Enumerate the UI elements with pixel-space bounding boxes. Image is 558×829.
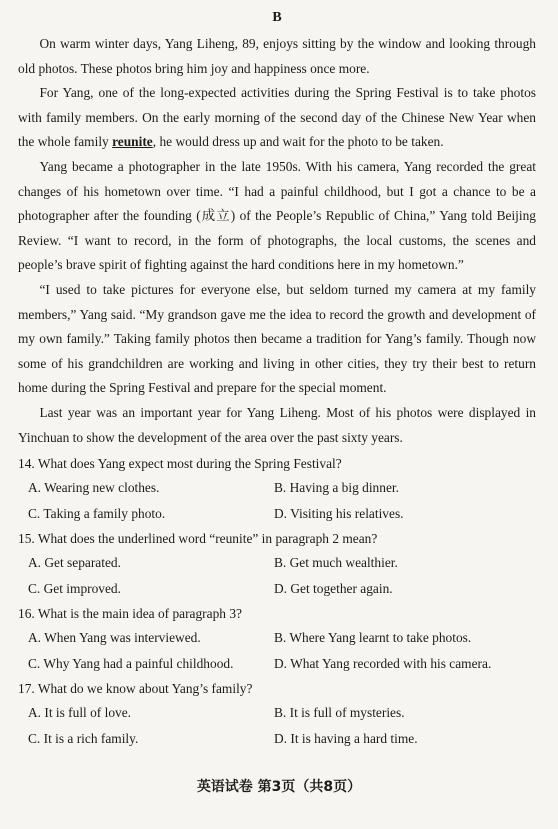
- option-d[interactable]: D. What Yang recorded with his camera.: [274, 656, 492, 672]
- answer-options: [28, 475, 536, 527]
- page-footer: 英语试卷 第3页（共8页）: [196, 779, 362, 795]
- question-14: [18, 452, 536, 527]
- question-stem: 17. What do we know about Yang’s family?: [18, 681, 253, 697]
- paragraph-text: “I used to take pictures for everyone else, but seldom turned my camera at my family members,” Yang said. “My grandson gave me the idea to record the growth and development of my own family.” Taking family photos then became a tradition for Yang’s family. Though now some of his grandchildren are working and living in other cities, they try their best to return home during the Spring Festival and prepare for the special moment.: [18, 281, 536, 396]
- option-a[interactable]: A. It is full of love.: [28, 705, 132, 721]
- option-d[interactable]: D. Visiting his relatives.: [274, 506, 404, 522]
- section-label: B: [272, 10, 282, 25]
- option-b[interactable]: B. It is full of mysteries.: [274, 705, 405, 721]
- question-stem: 14. What does Yang expect most during the Spring Festival?: [18, 456, 342, 472]
- option-b[interactable]: B. Get much wealthier.: [274, 555, 398, 571]
- question-stem: 15. What does the underlined word “reunite” in paragraph 2 mean?: [18, 531, 378, 547]
- question-list: [18, 452, 536, 752]
- option-b[interactable]: B. Having a big dinner.: [274, 480, 399, 496]
- paragraph-text: Last year was an important year for Yang Liheng. Most of his photos were displayed in Yinchuan to show the development of the area over the past sixty years.: [18, 404, 536, 445]
- question-16: [18, 602, 536, 677]
- option-c[interactable]: C. It is a rich family.: [28, 731, 139, 747]
- option-c[interactable]: C. Get improved.: [28, 581, 121, 597]
- passage-paragraph-4: [18, 278, 536, 401]
- paragraph-text: On warm winter days, Yang Liheng, 89, enjoys sitting by the window and looking through old photos. These photos bring him joy and happiness once more.: [18, 36, 536, 76]
- passage-paragraph-1: [18, 32, 536, 81]
- paragraph-text: For Yang, one of the long-expected activities during the Spring Festival is to take photos with family members. On the early morning of the second day of the Chinese New Year when the whole family: [18, 85, 536, 150]
- paragraph-text: Yang became a photographer in the late 1950s. With his camera, Yang recorded the great changes of his hometown over time. “I had a painful childhood, but I got a chance to be a photographer after the founding (成立) of the People’s Republic of China,” Yang told Beijing Review. “I want to record, in the form of photographs, the local customs, the scenes and people’s brave spirit of fighting against the hard conditions here in my hometown.”: [18, 158, 536, 273]
- passage-paragraph-5: [18, 401, 536, 450]
- question-stem: 16. What is the main idea of paragraph 3?: [18, 606, 242, 622]
- option-d[interactable]: D. Get together again.: [274, 581, 393, 597]
- option-d[interactable]: D. It is having a hard time.: [274, 731, 418, 747]
- passage-paragraph-3: [18, 155, 536, 278]
- paragraph-text: , he would dress up and wait for the photo to be taken.: [152, 134, 444, 150]
- answer-options: [28, 550, 536, 602]
- underlined-word: reunite: [112, 134, 153, 150]
- option-a[interactable]: A. Get separated.: [28, 555, 121, 571]
- option-a[interactable]: A. When Yang was interviewed.: [28, 630, 201, 646]
- option-b[interactable]: B. Where Yang learnt to take photos.: [274, 630, 472, 646]
- option-c[interactable]: C. Why Yang had a painful childhood.: [28, 656, 234, 672]
- option-a[interactable]: A. Wearing new clothes.: [28, 480, 160, 496]
- answer-options: [28, 625, 536, 677]
- question-17: [18, 677, 536, 752]
- reading-passage: [18, 32, 536, 450]
- option-c[interactable]: C. Taking a family photo.: [28, 506, 166, 522]
- question-15: [18, 527, 536, 602]
- passage-paragraph-2: [18, 81, 536, 155]
- answer-options: [28, 700, 536, 752]
